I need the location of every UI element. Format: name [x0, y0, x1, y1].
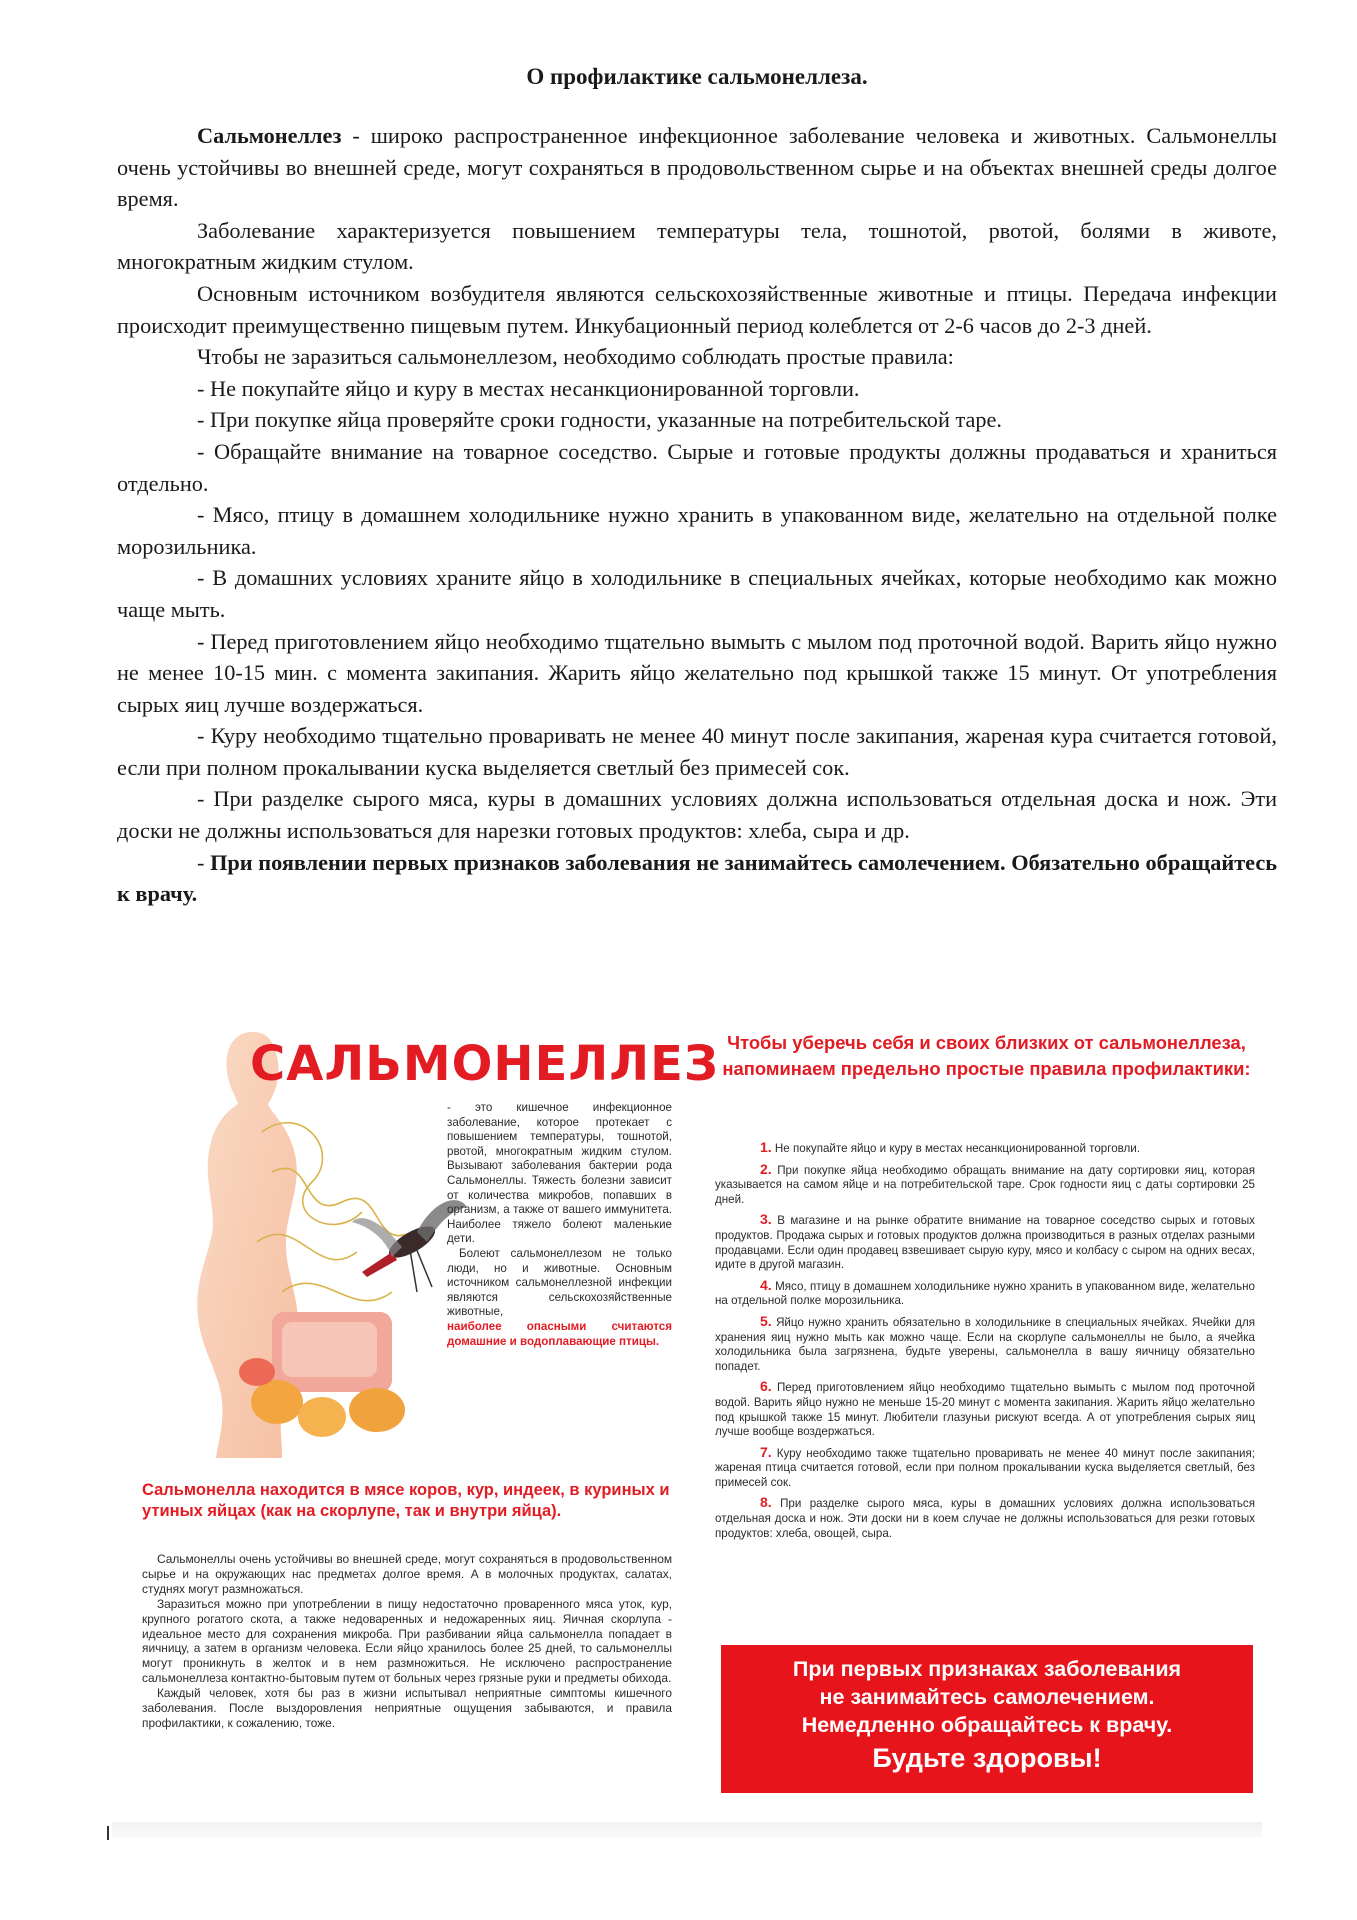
- intro-red-text: наиболее опасными считаются домашние и водоплавающие птицы.: [447, 1319, 672, 1348]
- list-item: [715, 1445, 1255, 1491]
- list-item: [715, 1495, 1255, 1541]
- list-item: [715, 1162, 1255, 1208]
- scan-shadow: [112, 1822, 1262, 1838]
- rule-number: 6.: [760, 1378, 772, 1395]
- rule-text: Куру необходимо также тщательно проваривать не менее 40 минут после закипания; жареная птица считается готовой, если при полном прокалывании куска выделяется светлый, без примесей сок.: [715, 1446, 1255, 1489]
- list-item: [715, 1140, 1255, 1157]
- warning-slogan: Будьте здоровы!: [872, 1743, 1102, 1773]
- rule-item: - При покупке яйца проверяйте сроки годности, указанные на потребительской таре.: [197, 407, 1002, 433]
- body-paragraph: Сальмонеллы очень устойчивы во внешней среде, могут сохраняться в продовольственном сырье и на окружающих нас предметах долгое время. А в молочных продуктах, салатах, студнях могут размножаться.: [142, 1552, 672, 1596]
- eggs-meat-illustration-icon: [237, 1302, 427, 1442]
- page-title: О профилактике сальмонеллеза.: [526, 64, 868, 89]
- poster-left-body: [142, 1552, 672, 1731]
- body-paragraph: Заразиться можно при употреблении в пищу недостаточно проваренного мяса уток, кур, крупного рогатого скота, а также недоваренных и недожаренных яиц. Яичная скорлупа - идеальное место для сохранения микроба. При разбивании яйца сальмонелла попадает в яичницу, а затем в организм человека. Если яйцо хранилось более 25 дней, то сальмонеллы могут проникнуть в желток и в нем размножиться. Не исключено распространение сальмонеллеза контактно-бытовым путем от больных через грязные руки и предметы обихода.: [142, 1596, 672, 1686]
- term-bold: Сальмонеллез: [197, 123, 342, 148]
- poster-title: САЛЬМОНЕЛЛЕЗ: [250, 1036, 719, 1092]
- final-dash: -: [197, 849, 211, 875]
- warning-line: Немедленно обращайтесь к врачу.: [801, 1713, 1173, 1737]
- rule-text: При разделке сырого мяса, куры в домашних условиях должна использоваться отдельная доска и нож. Эти доски ни в коем случае не должны использоваться для резки готовых продуктов: хлеба, овощей, сыра.: [715, 1497, 1255, 1540]
- paragraph-source: Основным источником возбудителя являются сельскохозяйственные животные и птицы. Передача инфекции происходит преимущественно пищевым путем. Инкубационный период колеблется от 2-6 часов до 2-3 дней.: [117, 280, 1277, 338]
- rule-number: 4.: [760, 1276, 772, 1293]
- final-warning-bold: При появлении первых признаков заболевания не занимайтесь самолечением. Обязательно обращайтесь к врачу.: [117, 849, 1278, 907]
- rule-text: Не покупайте яйцо и куру в местах несанкционированной торговли.: [774, 1142, 1141, 1155]
- rule-item: - Не покупайте яйцо и куру в местах несанкционированной торговли.: [197, 375, 860, 401]
- rule-text: Яйцо нужно хранить обязательно в холодильнике в специальных ячейках. Ячейки для хранения яиц нужно мыть как можно чаще. Если на скорлупе сальмонеллы не было, а ячейка холодильника была загрязнена, будьте уверены, сальмонелла в вашу яичницу обязательно попадет.: [715, 1315, 1255, 1373]
- rule-number: 7.: [760, 1443, 772, 1460]
- list-item: [715, 1379, 1255, 1439]
- paragraph-symptoms: Заболевание характеризуется повышением температуры тела, тошнотой, рвотой, болями в животе, многократным жидким стулом.: [117, 217, 1277, 275]
- rule-item: - Перед приготовлением яйцо необходимо тщательно вымыть с мылом под проточной водой. Варить яйцо нужно не менее 10-15 мин. с момента закипания. Жарить яйцо желательно под крышкой также 15 минут. От употребления сырых яиц лучше воздержаться.: [117, 628, 1277, 717]
- paragraph-rules-intro: Чтобы не заразиться сальмонеллезом, необходимо соблюдать простые правила:: [197, 344, 954, 370]
- rule-number: 8.: [760, 1494, 772, 1511]
- poster-red-heading: Сальмонелла находится в мясе коров, кур, индеек, в куриных и утиных яйцах (как на скорлупе, так и внутри яйца).: [142, 1481, 670, 1520]
- rule-item: - Мясо, птицу в домашнем холодильнике нужно хранить в упакованном виде, желательно на отдельной полке морозильника.: [117, 502, 1277, 559]
- rule-text: Перед приготовлением яйцо необходимо тщательно вымыть с мылом под проточной водой. Варить яйцо нужно не меньше 15-20 минут с момента закипания. Жарить яйцо желательно под крышкой также 15 минут. Любители глазуньи рискуют всегда. А от употребления сырых яиц лучше вообще воздержаться.: [715, 1381, 1255, 1439]
- body-paragraph: Каждый человек, хотя бы раз в жизни испытывал неприятные симптомы кишечного заболевания. После выздоровления неприятные ощущения забываются, и правила профилактики, к сожалению, тоже.: [142, 1686, 672, 1730]
- rule-number: 3.: [760, 1211, 772, 1228]
- rule-number: 2.: [760, 1160, 772, 1177]
- rule-item: - Обращайте внимание на товарное соседство. Сырые и готовые продукты должны продаваться и храниться отдельно.: [117, 438, 1277, 496]
- rule-text: В магазине и на рынке обратите внимание на товарное соседство сырых и готовых продуктов. Продажа сырых и готовых продуктов должна производиться в разных отделах разными продавцами. Если один продавец взвешивает сырую куру, мясо и колбасу с сыром на одних весах, идите в другой магазин.: [715, 1214, 1255, 1272]
- rule-number: 1.: [760, 1139, 772, 1155]
- poster-left-panel: [112, 1022, 719, 1844]
- definition-text: - широко распространенное инфекционное заболевание человека и животных. Сальмонеллы очень устойчивы во внешней среде, могут сохраняться в продовольственном сырье и на объектах внешней среды долгое время.: [117, 123, 1277, 212]
- rule-item: - При разделке сырого мяса, куры в домашних условиях должна использоваться отдельная доска и нож. Эти доски не должны использоваться для нарезки готовых продуктов: хлеба, сыра и др.: [117, 786, 1277, 844]
- rule-text: Мясо, птицу в домашнем холодильнике нужно хранить в упакованном виде, желательно на отдельной полке морозильника.: [715, 1279, 1255, 1308]
- intro-text: - это кишечное инфекционное заболевание, которое протекает с повышением температуры, тошнотой, рвотой, многократным жидким стулом. Вызывают заболевания бактерии рода Сальмонеллы. Тяжесть болезни зависит от количества микробов, попавших в организм, а также от вашего иммунитета. Наиболее тяжело болеют маленькие дети.: [447, 1101, 672, 1246]
- list-item: [715, 1278, 1255, 1309]
- scan-mark: [107, 1826, 109, 1840]
- paragraph-definition: [117, 120, 1277, 215]
- rule-item: - Куру необходимо тщательно проваривать не менее 40 минут после закипания, жареная кура считается готовой, если при полном прокалывании куска выделяется светлый без примесей сок.: [117, 723, 1277, 780]
- rules-list: [715, 1140, 1255, 1546]
- rule-item-final: [117, 847, 1277, 910]
- warning-line: не занимайтесь самолечением.: [819, 1685, 1155, 1709]
- rule-item: - В домашних условиях храните яйцо в холодильнике в специальных ячейках, которые необходимо как можно чаще мыть.: [117, 565, 1277, 622]
- rule-text: При покупке яйца необходимо обращать внимание на дату сортировки яиц, которая указывается на самом яйце и на потребительской таре. Срок годности яиц с даты сортировки 25 дней.: [715, 1163, 1255, 1206]
- list-item: [715, 1314, 1255, 1374]
- warning-box: [721, 1645, 1253, 1793]
- rules-heading: Чтобы уберечь себя и своих близких от сальмонеллеза, напоминаем предельно простые правила профилактики:: [722, 1032, 1251, 1079]
- rule-number: 5.: [760, 1312, 772, 1329]
- article: [117, 62, 1277, 910]
- poster-intro: [447, 1101, 672, 1349]
- poster-right-panel: [715, 1022, 1258, 1844]
- warning-line: При первых признаках заболевания: [792, 1657, 1182, 1681]
- list-item: [715, 1212, 1255, 1272]
- intro-text-2: Болеют сальмонеллезом не только люди, но и животные. Основным источником сальмонеллезной инфекции являются сельскохозяйственные животные,: [447, 1246, 672, 1319]
- poster: [112, 1022, 1262, 1844]
